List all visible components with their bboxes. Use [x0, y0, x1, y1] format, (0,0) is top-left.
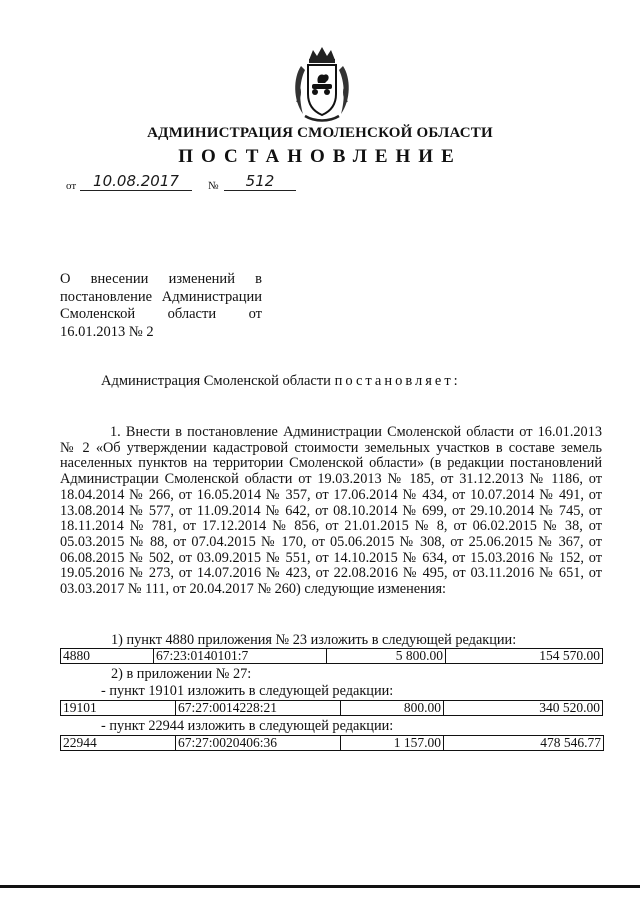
decrees-verb: постановляет:: [334, 373, 461, 389]
document-subject: О внесении изменений в постановление Администрации Смоленской области от 16.01.2013 № 2: [60, 271, 262, 340]
smolensk-coat-of-arms-emblem: [291, 44, 353, 124]
cell-item-number: 4880: [61, 649, 154, 664]
cell-cadastral-number: 67:23:0140101:7: [154, 649, 327, 664]
date-label: от: [66, 180, 77, 192]
table-row: [60, 700, 603, 716]
cell-item-number: 22944: [61, 736, 176, 751]
number-label: №: [208, 180, 219, 192]
handwritten-date: 10.08.2017: [80, 172, 192, 191]
cell-cadastral-value: 340 520.00: [444, 701, 603, 716]
item-1-text: 1) пункт 4880 приложения № 23 изложить в следующей редакции:: [111, 632, 517, 648]
cell-cadastral-value: 154 570.00: [446, 649, 603, 664]
handwritten-number: 512: [224, 172, 296, 191]
cell-cadastral-value: 478 546.77: [444, 736, 604, 751]
table-row: [60, 648, 603, 664]
cell-specific-value: 800.00: [341, 701, 444, 716]
paragraph-1: 1. Внести в постановление Администрации Смоленской области от 16.01.2013 № 2 «Об утверждении кадастровой стоимости земельных участков в составе земель населенных пунктов на территории Смоленской области» (в редакции постановлений Администрации Смоленской области от 19.03.2013 № 185, от 31.12.2013 № 1186, от 18.04.2014 № 266, от 16.05.2014 № 357, от 17.06.2014 № 434, от 10.07.2014 № 491, от 13.08.2014 № 577, от 11.09.2014 № 642, от 08.10.2014 № 699, от 29.10.2014 № 745, от 18.11.2014 № 781, от 17.12.2014 № 856, от 21.01.2015 № 8, от 06.02.2015 № 38, от 05.03.2015 № 88, от 07.04.2015 № 170, от 05.06.2015 № 308, от 25.06.2015 № 367, от 06.08.2015 № 502, от 03.09.2015 № 551, от 14.10.2015 № 634, от 15.03.2016 № 152, от 19.05.2016 № 273, от 14.07.2016 № 423, от 22.08.2016 № 495, от 03.11.2016 № 651, от 03.03.2017 № 111, от 20.04.2017 № 260) следующие изменения:: [60, 424, 602, 598]
decrees-text: Администрация Смоленской области: [101, 373, 331, 389]
document-type-title: ПОСТАНОВЛЕНИЕ: [178, 146, 462, 167]
item-2-text: 2) в приложении № 27:: [111, 666, 252, 682]
cell-cadastral-number: 67:27:0020406:36: [176, 736, 341, 751]
item-2a-text: - пункт 19101 изложить в следующей редакции:: [101, 683, 394, 699]
cell-item-number: 19101: [61, 701, 176, 716]
cell-specific-value: 1 157.00: [341, 736, 444, 751]
decrees-line: [101, 373, 461, 390]
item-2b-text: - пункт 22944 изложить в следующей редакции:: [101, 718, 394, 734]
cell-cadastral-number: 67:27:0014228:21: [176, 701, 341, 716]
main-paragraph: [60, 425, 602, 598]
table-row: [60, 735, 604, 751]
cell-specific-value: 5 800.00: [327, 649, 446, 664]
organization-title: АДМИНИСТРАЦИЯ СМОЛЕНСКОЙ ОБЛАСТИ: [147, 125, 493, 141]
page-bottom-edge: [0, 885, 640, 888]
